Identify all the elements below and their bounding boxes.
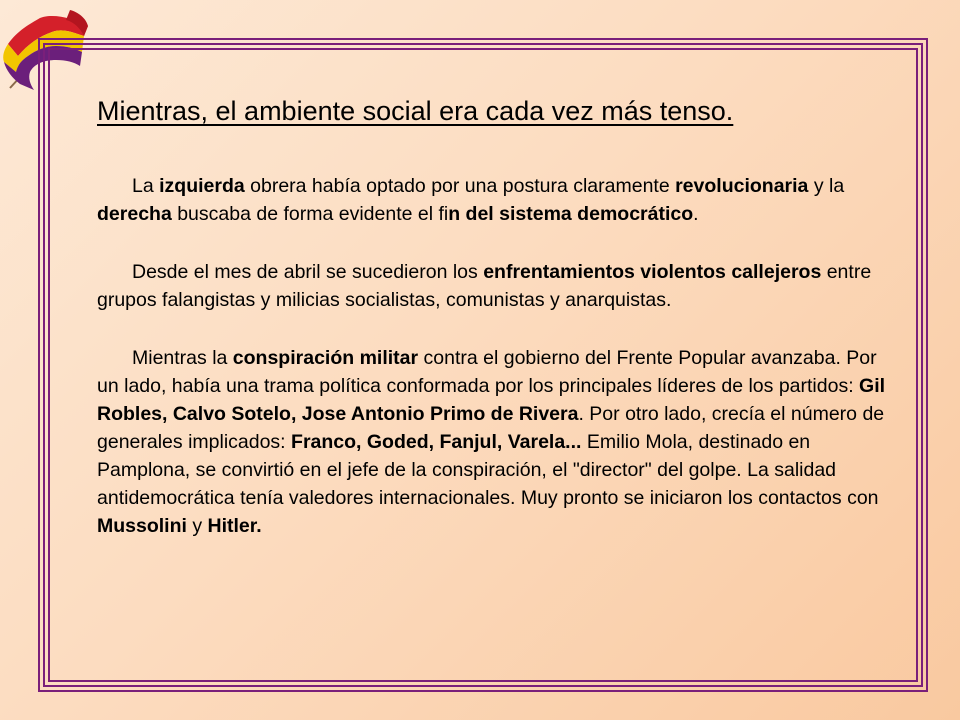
paragraph-text: entre grupos falangistas y milicias socialistas, comunistas y anarquistas.	[97, 261, 872, 311]
body-paragraph	[97, 344, 897, 540]
emphasis-text: enfrentamientos violentos callejeros	[483, 261, 822, 283]
emphasis-text: revolucionaria	[675, 175, 809, 197]
emphasis-text: n del sistema democrático	[448, 203, 694, 225]
paragraph-text: buscaba de forma evidente el fi	[171, 203, 449, 225]
paragraph-text: contra el gobierno del Frente Popular avanzaba. Por un lado, había una trama política conformada por los principales líderes de los partidos:	[97, 347, 877, 397]
paragraph-text: . Por otro lado, crecía el número de generales implicados:	[97, 403, 885, 453]
paragraph-text: Mientras la	[132, 347, 233, 369]
slide-title: Mientras, el ambiente social era cada vez más tenso.	[97, 96, 734, 126]
paragraph-text: obrera había optado por una postura claramente	[244, 175, 676, 197]
body-paragraph	[97, 258, 897, 314]
emphasis-text: derecha	[97, 203, 172, 225]
paragraph-text: La	[132, 175, 160, 197]
emphasis-text: Gil Robles, Calvo Sotelo, Jose Antonio Primo de Rivera	[97, 375, 886, 425]
emphasis-text: Mussolini	[97, 515, 187, 537]
paragraph-text: y la	[808, 175, 845, 197]
body-paragraph	[97, 172, 897, 228]
emphasis-text: conspiración militar	[232, 347, 419, 369]
emphasis-text: Hitler.	[207, 515, 262, 537]
emphasis-text: izquierda	[159, 175, 245, 197]
paragraph-text: Emilio Mola, destinado en Pamplona, se convirtió en el jefe de la conspiración, el "director" del golpe. La salidad antidemocrática tenía valedores internacionales. Muy pronto se iniciaron los contactos con	[97, 431, 879, 509]
paragraph-text: .	[693, 203, 699, 225]
paragraph-text: Desde el mes de abril se sucedieron los	[132, 261, 484, 283]
slide-body	[97, 172, 897, 540]
emphasis-text: Franco, Goded, Fanjul, Varela...	[291, 431, 582, 453]
paragraph-text: y	[186, 515, 208, 537]
